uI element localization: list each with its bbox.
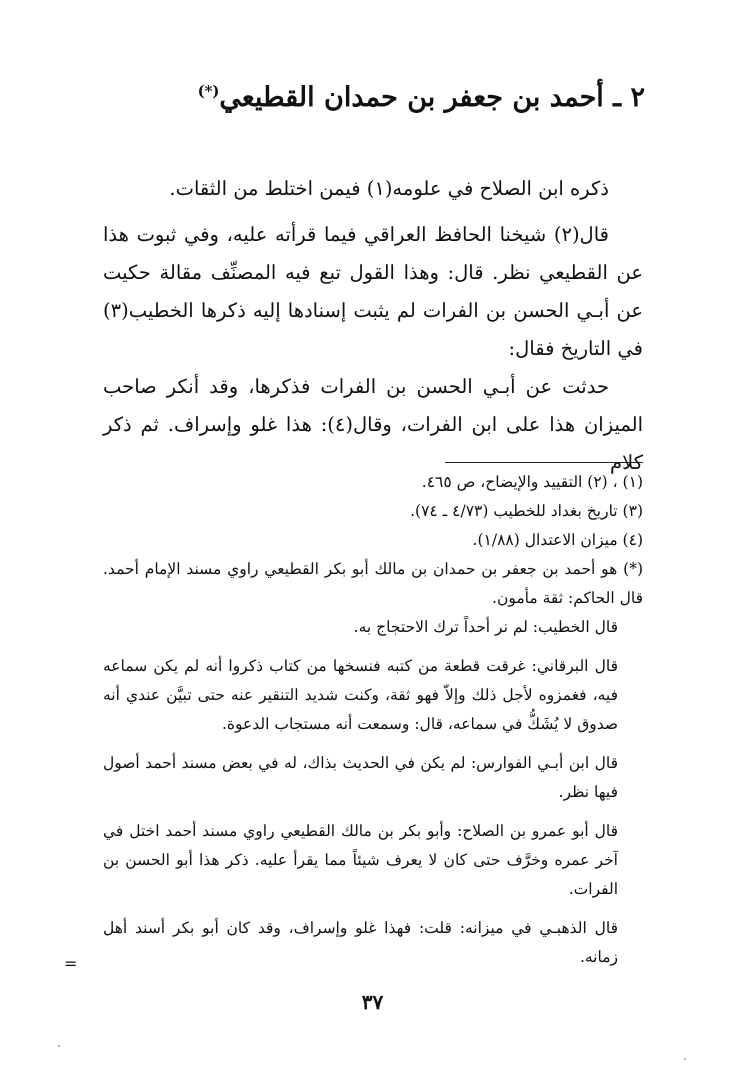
footnote-separator	[445, 462, 643, 463]
entry-title-footnote-mark: (*)	[197, 82, 220, 100]
footnote-star-barqani: قال البرقاني: غرقت قطعة من كتبه فنسخها من كتاب ذكروا أنه لم يكن سماعه فيه، فغمزوه لأجل ذلك وإلاّ فهو ثقة، وكنت شديد التنقير عنه حتى تبيَّن عندي أنه صدوق لا يُشَكُّ في سماعه، قال: وسمعت أنه مستجاب الدعوة.	[103, 657, 618, 733]
page-number: ٣٧	[361, 990, 384, 1014]
margin-continuation-mark: =	[64, 954, 78, 973]
footnote-star-khatib: قال الخطيب: لم نر أحداً ترك الاحتجاج به.	[353, 618, 618, 636]
scan-speck	[684, 1058, 686, 1060]
footnote-star-abi-fawaris: قال ابن أبـي الفوارس: لم يكن في الحديث بذاك، له في بعض مسند أحمد أصول فيها نظر.	[103, 754, 618, 801]
footnote-4: (٤) ميزان الاعتدال (١/٨٨).	[472, 531, 643, 549]
paragraph-2: قال(٢) شيخنا الحافظ العراقي فيما قرأته عليه، وفي ثبوت هذا عن القطيعي نظر. قال: وهذا القول تبع فيه المصنِّف مقالة حكيت عن أبـي الحسن بن الفرات لم يثبت إسنادها إليه ذكرها الخطيب(٣) في التاريخ فقال:	[103, 223, 643, 360]
footnote-star-ibn-salah: قال أبو عمرو بن الصلاح: وأبو بكر بن مالك القطيعي راوي مسند أحمد اختل في آخر عمره وخرَّف حتى كان لا يعرف شيئاً مما يقرأ عليه. ذكر هذا أبو الحسن بن الفرات.	[103, 822, 618, 898]
footnotes	[103, 468, 643, 972]
footnote-star-dhahabi: قال الذهبـي في ميزانه: قلت: فهذا غلو وإسراف، وقد كان أبو بكر أسند أهل زمانه.	[103, 919, 618, 966]
paragraph-3: حدثت عن أبـي الحسن بن الفرات فذكرها، وقد أنكر صاحب الميزان هذا على ابن الفرات، وقال(٤): هذا غلو وإسراف. ثم ذكر كلام	[103, 375, 644, 474]
footnote-3: (٣) تاريخ بغداد للخطيب (٤/٧٣ ـ ٧٤).	[410, 502, 643, 520]
footnote-1-2: (١) ، (٢) التقييد والإيضاح، ص ٤٦٥.	[421, 473, 643, 491]
scan-speck	[58, 1045, 60, 1047]
footnote-star-intro: (*) هو أحمد بن جعفر بن حمدان بن مالك أبو بكر القطيعي راوي مسند الإمام أحمد. قال الحاكم: ثقة مأمون.	[103, 560, 643, 607]
entry-title-text: ٢ ـ أحمد بن جعفر بن حمدان القطيعي	[219, 82, 645, 113]
paragraph-1: ذكره ابن الصلاح في علومه(١) فيمن اختلط من الثقات.	[169, 177, 609, 200]
entry-title	[105, 78, 645, 118]
